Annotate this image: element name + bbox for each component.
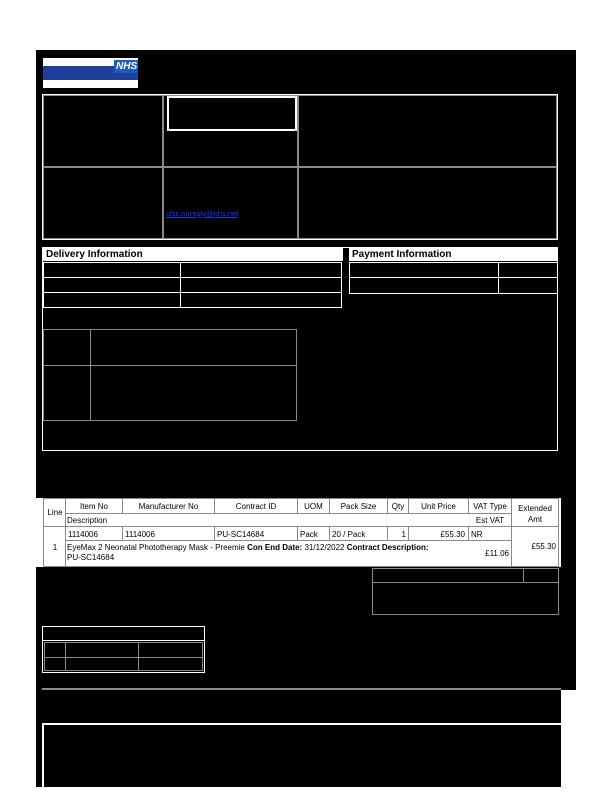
address-cell-tr bbox=[298, 95, 557, 167]
row-con-end-label: Con End Date: bbox=[247, 543, 303, 552]
address-cell-bm bbox=[163, 167, 298, 239]
items-vline-price-r bbox=[468, 527, 469, 540]
items-hline-3 bbox=[65, 540, 511, 541]
delivery-row-line-1 bbox=[44, 277, 341, 278]
totals-col-line bbox=[523, 569, 524, 582]
hdr-unit-price: Unit Price bbox=[421, 502, 456, 511]
email-link[interactable]: sfsc.noreply@nhs.net bbox=[166, 209, 239, 218]
notes-table bbox=[43, 329, 297, 421]
row-description-main: EyeMax 2 Neonatal Phototherapy Mask - Preemie bbox=[67, 543, 245, 552]
hdr-extended-amt: Extended Amt bbox=[518, 504, 552, 524]
hdr-description: Description bbox=[67, 516, 108, 525]
payment-col-line bbox=[498, 263, 499, 293]
row-con-end-value: 31/12/2022 bbox=[304, 543, 345, 552]
row-contract-id: PU-SC14684 bbox=[217, 530, 265, 539]
row-line: 1 bbox=[52, 543, 58, 552]
address-cell-bl bbox=[43, 167, 163, 239]
right-edge bbox=[561, 50, 576, 690]
items-vline-vat bbox=[511, 499, 512, 566]
hdr-qty: Qty bbox=[391, 502, 405, 511]
row-est-vat: £11.06 bbox=[485, 549, 509, 558]
small-row-line-1 bbox=[43, 640, 204, 641]
payment-table bbox=[349, 262, 558, 294]
delivery-title-bar bbox=[43, 248, 343, 261]
row-description bbox=[67, 543, 467, 563]
items-vline-mfr-r bbox=[214, 527, 215, 540]
payment-title-bar bbox=[349, 248, 558, 261]
items-hline-1 bbox=[65, 513, 511, 514]
small-row-line-2 bbox=[45, 657, 202, 658]
row-qty: 1 bbox=[401, 530, 406, 539]
items-table bbox=[43, 498, 559, 567]
spacer-band bbox=[36, 452, 561, 498]
items-vline-contract-r bbox=[297, 527, 298, 540]
hdr-uom: UOM bbox=[304, 502, 323, 511]
nhs-logo bbox=[43, 58, 138, 88]
row-contract-desc-value: PU-SC14684 bbox=[67, 553, 115, 562]
hdr-line: Line bbox=[47, 508, 63, 517]
delivery-table bbox=[43, 262, 342, 308]
row-uom: Pack bbox=[300, 530, 318, 539]
delivery-col-line bbox=[180, 263, 181, 307]
row-unit-price: £55.30 bbox=[440, 530, 465, 539]
notes-col-line bbox=[90, 330, 91, 420]
hdr-pack-size: Pack Size bbox=[340, 502, 377, 511]
footer-box bbox=[42, 723, 576, 787]
small-table bbox=[42, 626, 205, 673]
delivery-title: Delivery Information bbox=[46, 249, 143, 260]
logo-text: NHS bbox=[116, 61, 138, 72]
row-extended-amt: £55.30 bbox=[531, 542, 556, 551]
row-contract-desc-label: Contract Description: bbox=[346, 543, 429, 552]
row-vat-type: NR bbox=[471, 530, 483, 539]
hdr-item-no: Item No bbox=[79, 502, 108, 511]
payment-title: Payment Information bbox=[352, 249, 452, 260]
address-cell-tl bbox=[43, 95, 163, 167]
totals-row-line bbox=[373, 582, 558, 583]
row-manufacturer-no: 1114006 bbox=[125, 530, 155, 539]
items-vline-uom-r bbox=[329, 527, 330, 540]
hdr-est-vat: Est VAT bbox=[475, 516, 505, 525]
delivery-row-line-2 bbox=[44, 292, 341, 293]
hdr-manufacturer-no: Manufacturer No bbox=[138, 502, 199, 511]
row-item-no: 1114006 bbox=[68, 530, 98, 539]
small-col-line-2 bbox=[138, 643, 139, 670]
hdr-contract-id: Contract ID bbox=[235, 502, 277, 511]
totals-table bbox=[372, 568, 559, 615]
small-col-line-1 bbox=[65, 643, 66, 670]
notes-row-line bbox=[44, 365, 296, 366]
small-inner-grid bbox=[44, 642, 203, 671]
address-cell-br bbox=[298, 167, 557, 239]
hdr-vat-type: VAT Type bbox=[473, 502, 507, 511]
reference-box bbox=[167, 96, 297, 131]
divider bbox=[42, 688, 561, 690]
items-vline-item-r bbox=[122, 527, 123, 540]
row-pack-size: 20 / Pack bbox=[332, 530, 366, 539]
payment-row-line bbox=[350, 277, 557, 278]
